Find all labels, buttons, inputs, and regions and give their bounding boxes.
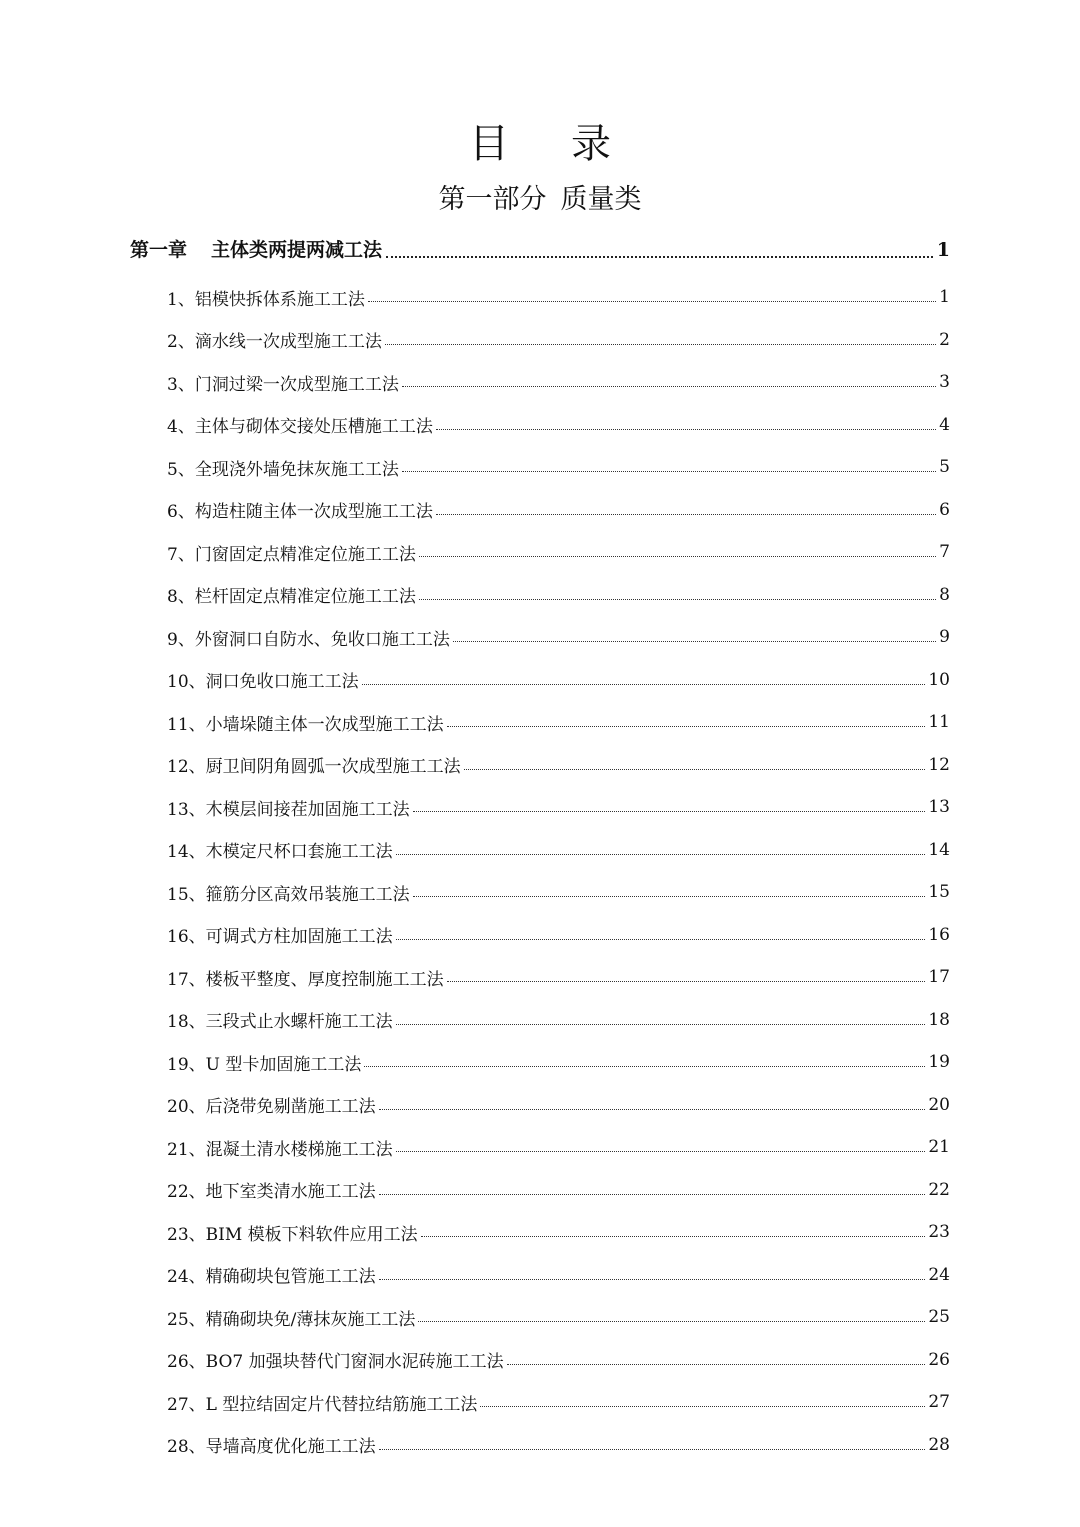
dot-leader: [385, 343, 936, 345]
toc-entry[interactable]: [167, 1084, 950, 1127]
dot-leader: [396, 853, 926, 855]
toc-entry[interactable]: [167, 531, 950, 574]
toc-entry[interactable]: [167, 1296, 950, 1339]
dot-leader: [402, 470, 936, 472]
toc-entry-title: 23、BIM 模板下料软件应用工法: [167, 1224, 418, 1245]
toc-entry-page-number: 23: [928, 1222, 950, 1243]
toc-entry-page-number: 28: [928, 1434, 950, 1455]
toc-entry-title: 19、U 型卡加固施工工法: [167, 1054, 362, 1075]
toc-entry[interactable]: [167, 1041, 950, 1084]
dot-leader: [396, 1150, 926, 1152]
toc-entry[interactable]: [167, 404, 950, 447]
toc-entry-title: 7、门窗固定点精准定位施工工法: [167, 544, 416, 565]
toc-entry-page-number: 9: [939, 627, 950, 648]
dot-leader: [402, 385, 936, 387]
toc-entry-page-number: 15: [928, 882, 950, 903]
toc-entry[interactable]: [167, 489, 950, 532]
dot-leader: [421, 1235, 926, 1237]
toc-entry-page-number: 6: [939, 499, 950, 520]
part-name: 质量类: [560, 184, 642, 215]
toc-entry-title: 9、外窗洞口自防水、免收口施工工法: [167, 629, 450, 650]
toc-entry-list: [167, 276, 950, 1466]
toc-entry[interactable]: [167, 1424, 950, 1467]
dot-leader: [364, 1065, 925, 1067]
toc-entry-page-number: 21: [928, 1137, 950, 1158]
toc-entry-page-number: 13: [928, 797, 950, 818]
toc-entry-title: 3、门洞过梁一次成型施工工法: [167, 374, 399, 395]
toc-entry-page-number: 26: [928, 1349, 950, 1370]
toc-entry-title: 10、洞口免收口施工工法: [167, 672, 359, 693]
toc-entry[interactable]: [167, 1381, 950, 1424]
toc-entry[interactable]: [167, 361, 950, 404]
toc-entry-title: 17、楼板平整度、厚度控制施工工法: [167, 969, 444, 990]
toc-entry-page-number: 2: [939, 329, 950, 350]
toc-entry[interactable]: [167, 616, 950, 659]
toc-entry-page-number: 5: [939, 457, 950, 478]
toc-entry-page-number: 25: [928, 1307, 950, 1328]
toc-entry[interactable]: [167, 446, 950, 489]
toc-entry-page-number: 1: [939, 287, 950, 308]
toc-entry-page-number: 7: [939, 542, 950, 563]
dot-leader: [447, 725, 926, 727]
toc-entry-page-number: 17: [928, 967, 950, 988]
toc-entry-title: 28、导墙高度优化施工工法: [167, 1437, 376, 1458]
dot-leader: [379, 1193, 926, 1195]
toc-entry[interactable]: [167, 659, 950, 702]
chapter-heading[interactable]: [130, 234, 950, 266]
dot-leader: [480, 1405, 925, 1407]
toc-entry-page-number: 22: [928, 1179, 950, 1200]
toc-entry-title: 24、精确砌块包管施工工法: [167, 1267, 376, 1288]
toc-entry[interactable]: [167, 1339, 950, 1382]
chapter-title: 主体类两提两减工法: [211, 239, 383, 261]
dot-leader: [436, 513, 936, 515]
dot-leader: [386, 255, 933, 258]
toc-entry-title: 21、混凝土清水楼梯施工工法: [167, 1139, 393, 1160]
dot-leader: [396, 1023, 926, 1025]
part-heading: [0, 180, 1080, 220]
toc-entry-page-number: 20: [928, 1094, 950, 1115]
dot-leader: [418, 1320, 925, 1322]
toc-entry[interactable]: [167, 871, 950, 914]
toc-entry-title: 13、木模层间接茬加固施工工法: [167, 799, 410, 820]
dot-leader: [507, 1363, 926, 1365]
dot-leader: [379, 1108, 926, 1110]
toc-entry-title: 4、主体与砌体交接处压槽施工工法: [167, 417, 433, 438]
toc-entry[interactable]: [167, 999, 950, 1042]
toc-entry[interactable]: [167, 701, 950, 744]
dot-leader: [447, 980, 926, 982]
toc-entry-title: 27、L 型拉结固定片代替拉结筋施工工法: [167, 1394, 478, 1415]
toc-entry-title: 6、构造柱随主体一次成型施工工法: [167, 502, 433, 523]
toc-entry-title: 14、木模定尺杯口套施工工法: [167, 842, 393, 863]
toc-entry[interactable]: [167, 276, 950, 319]
dot-leader: [368, 300, 936, 302]
toc-entry-title: 5、全现浇外墙免抹灰施工工法: [167, 459, 399, 480]
dot-leader: [436, 428, 936, 430]
toc-entry[interactable]: [167, 914, 950, 957]
toc-entry[interactable]: [167, 744, 950, 787]
toc-entry-page-number: 18: [928, 1009, 950, 1030]
dot-leader: [413, 895, 926, 897]
dot-leader: [419, 555, 936, 557]
chapter-number: 第一章: [130, 239, 188, 261]
toc-entry-page-number: 16: [928, 924, 950, 945]
toc-entry-page-number: 12: [928, 754, 950, 775]
dot-leader: [379, 1278, 926, 1280]
toc-entry[interactable]: [167, 1254, 950, 1297]
toc-entry[interactable]: [167, 1211, 950, 1254]
toc-entry-page-number: 8: [939, 584, 950, 605]
toc-entry-title: 20、后浇带免剔凿施工工法: [167, 1097, 376, 1118]
toc-entry-title: 2、滴水线一次成型施工工法: [167, 332, 382, 353]
dot-leader: [396, 938, 926, 940]
toc-entry-page-number: 24: [928, 1264, 950, 1285]
toc-entry[interactable]: [167, 1126, 950, 1169]
toc-entry-page-number: 19: [928, 1052, 950, 1073]
toc-entry[interactable]: [167, 1169, 950, 1212]
toc-entry-title: 22、地下室类清水施工工法: [167, 1182, 376, 1203]
toc-entry-title: 15、箍筋分区高效吊装施工工法: [167, 884, 410, 905]
toc-entry-page-number: 10: [928, 669, 950, 690]
toc-entry[interactable]: [167, 574, 950, 617]
toc-entry-title: 16、可调式方柱加固施工工法: [167, 927, 393, 948]
toc-entry-title: 18、三段式止水螺杆施工工法: [167, 1012, 393, 1033]
toc-entry-title: 1、铝模快拆体系施工工法: [167, 289, 365, 310]
toc-entry-title: 11、小墙垛随主体一次成型施工工法: [167, 714, 444, 735]
toc-entry[interactable]: [167, 319, 950, 362]
chapter-page-number: 1: [936, 239, 950, 261]
dot-leader: [379, 1448, 926, 1450]
dot-leader: [362, 683, 926, 685]
part-label: 第一部分: [438, 184, 547, 215]
dot-leader: [413, 810, 926, 812]
dot-leader: [419, 598, 936, 600]
toc-entry-page-number: 14: [928, 839, 950, 860]
toc-entry[interactable]: [167, 829, 950, 872]
toc-entry-page-number: 27: [928, 1392, 950, 1413]
dot-leader: [464, 768, 926, 770]
dot-leader: [453, 640, 936, 642]
toc-title: 目录: [469, 121, 673, 167]
toc-entry-title: 26、BO7 加强块替代门窗洞水泥砖施工工法: [167, 1352, 504, 1373]
toc-entry-page-number: 4: [939, 414, 950, 435]
toc-entry-title: 25、精确砌块免/薄抹灰施工工法: [167, 1309, 416, 1330]
toc-entry[interactable]: [167, 956, 950, 999]
toc-entry[interactable]: [167, 786, 950, 829]
toc-entry-title: 12、厨卫间阴角圆弧一次成型施工工法: [167, 757, 461, 778]
toc-entry-page-number: 11: [928, 712, 950, 733]
toc-entry-page-number: 3: [939, 372, 950, 393]
toc-entry-title: 8、栏杆固定点精准定位施工工法: [167, 587, 416, 608]
